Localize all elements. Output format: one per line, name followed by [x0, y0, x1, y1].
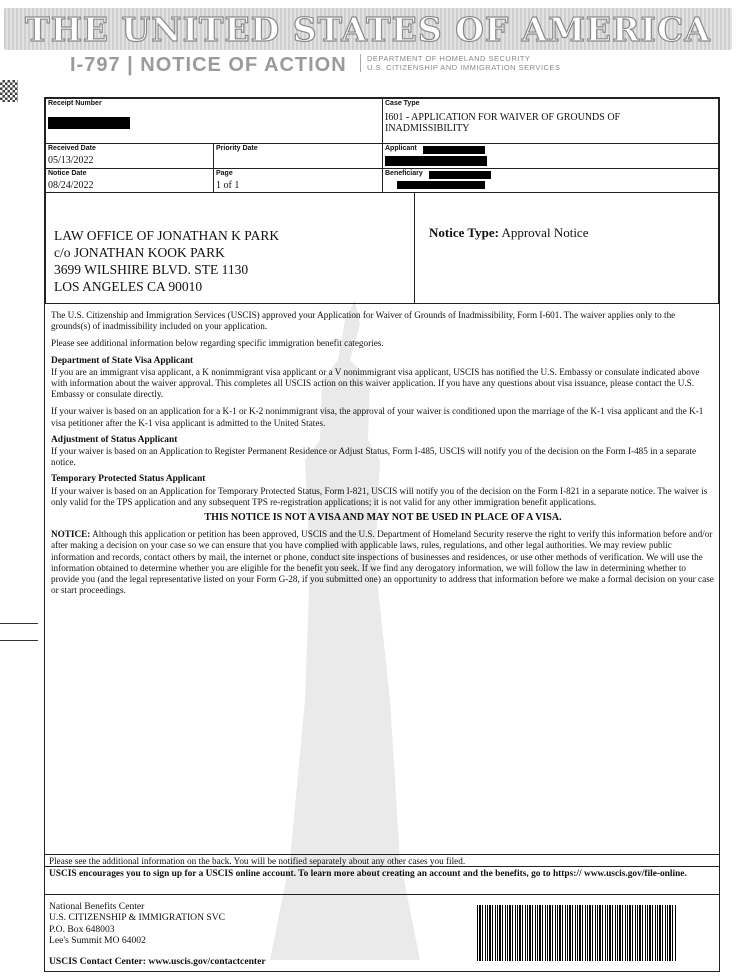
received-date-cell [45, 143, 214, 169]
redacted-beneficiary [397, 181, 485, 189]
not-a-visa-notice: THIS NOTICE IS NOT A VISA AND MAY NOT BE USED IN PLACE OF A VISA. [204, 512, 562, 524]
header-banner [4, 8, 732, 50]
received-date-value: 05/13/2022 [48, 155, 94, 166]
verification-notice [51, 529, 715, 596]
address-line-4: LOS ANGELES CA 90010 [54, 279, 203, 294]
margin-line [0, 640, 38, 641]
address-line-3: 3699 WILSHIRE BLVD. STE 1130 [54, 262, 249, 277]
adjustment-paragraph: If your waiver is based on an Application to Register Permanent Residence or Adjust Status, Form I-485, USCIS will notify you of the decision on the Form I-485 in a separate notice. [51, 446, 697, 468]
notice-body [51, 310, 715, 602]
receipt-number-cell [45, 98, 383, 144]
banner-title: THE UNITED STATES OF AMERICA [25, 10, 711, 49]
notice-form [44, 97, 720, 972]
address-line-1: LAW OFFICE OF JONATHAN K PARK [54, 228, 280, 243]
notice-type-cell [414, 192, 719, 304]
section-heading-adjustment: Adjustment of Status Applicant [51, 434, 178, 445]
mailing-address [54, 227, 279, 295]
department-block [360, 54, 560, 72]
redacted-applicant [423, 146, 485, 154]
applicant-cell [382, 143, 719, 169]
qr-code-icon [0, 80, 18, 102]
return-address-block [45, 894, 719, 972]
return-line-1: National Benefits Center [49, 901, 145, 912]
receipt-number-label: Receipt Number [48, 100, 102, 107]
page-value: 1 of 1 [216, 180, 240, 191]
beneficiary-cell [382, 168, 719, 193]
case-type-cell [382, 98, 719, 144]
applicant-label: Applicant [385, 145, 417, 152]
notice-type-value: Approval Notice [501, 225, 589, 240]
see-back-line: Please see the additional information on the back. You will be notified separately about any other cases you filed. [45, 854, 719, 866]
beneficiary-label: Beneficiary [385, 170, 423, 177]
case-type-label: Case Type [385, 100, 420, 107]
return-address [49, 901, 225, 947]
return-line-4: Lee's Summit MO 64002 [49, 935, 146, 947]
department-line-2: U.S. CITIZENSHIP AND IMMIGRATION SERVICES [367, 63, 561, 72]
k1-paragraph: If your waiver is based on an application for a K-1 or K-2 nonimmigrant visa, the approval of your waiver is conditioned upon the marriage of the K-1 visa applicant and the K-1 visa petitioner after the K-1 visa applicant is admitted to the United States. [51, 406, 704, 428]
notice-text: Although this application or petition has been approved, USCIS and the U.S. Department of Homeland Security reserve the right to verify this information before and/or after making a decision on your case so we can ensure that you have complied with applicable laws, rules, regulations, and other legal authorities. We may review public information and records, contact others by mail, the internet or phone, conduct site inspections of businesses and residences, or use other methods of verification. We will use the information obtained to determine whether you are eligible for the benefit you seek. If we find any derogatory information, we will follow the law in determining whether to provide you (and the legal representative listed on your Form G-28, if you submitted one) an opportunity to address that information before we make a formal decision on your case or start proceedings. [51, 529, 714, 596]
notice-date-cell [45, 168, 214, 193]
margin-line [0, 623, 38, 624]
notice-date-label: Notice Date [48, 170, 87, 177]
barcode-icon [477, 905, 677, 961]
return-line-2: U.S. CITIZENSHIP & IMMIGRATION SVC [49, 912, 226, 924]
department-line-1: DEPARTMENT OF HOMELAND SECURITY [367, 54, 531, 63]
form-title: I-797 | NOTICE OF ACTION [70, 54, 347, 76]
priority-date-label: Priority Date [216, 145, 258, 152]
contact-center: USCIS Contact Center: www.uscis.gov/contactcenter [49, 956, 266, 967]
notice-type-label: Notice Type: [429, 225, 499, 240]
notice-type [429, 225, 588, 241]
mailing-address-cell [45, 192, 415, 304]
case-type-value: I601 - APPLICATION FOR WAIVER OF GROUNDS OF INADMISSIBILITY [385, 112, 621, 134]
address-line-2: c/o JONATHAN KOOK PARK [54, 245, 225, 260]
online-account-line: USCIS encourages you to sign up for a USCIS online account. To learn more about creating an account and the benefits, go to https:// www.uscis.gov/file-online. [45, 866, 719, 894]
section-heading-state: Department of State Visa Applicant [51, 355, 194, 366]
state-paragraph: If you are an immigrant visa applicant, a K nonimmigrant visa applicant or a V nonimmigrant visa applicant, USCIS has notified the U.S. Embassy or consulate indicated above with information about the waiver approval. This completes all USCIS action on this waiver application. If you have any questions about visa issuance, please contact the U.S. Embassy or consulate directly. [51, 366, 700, 400]
tps-paragraph: If your waiver is based on an Application for Temporary Protected Status, Form I-821, USCIS will notify you of the decision on the Form I-821 in a separate notice. The waiver is only valid for the TPS application and any subsequent TPS re-registration applications; it is not valid for any other immigration benefit applications. [51, 485, 708, 507]
page-label: Page [216, 170, 233, 177]
notice-label: NOTICE: [51, 529, 91, 540]
page-cell [213, 168, 383, 193]
notice-date-value: 08/24/2022 [48, 180, 94, 191]
received-date-label: Received Date [48, 145, 96, 152]
redacted-applicant [385, 156, 487, 166]
return-line-3: P.O. Box 648003 [49, 923, 115, 935]
approval-paragraph: The U.S. Citizenship and Immigration Services (USCIS) approved your Application for Waiver of Grounds of Inadmissibility, Form I-601. The waiver applies only to the grounds(s) of inadmissibility included on your application. [51, 310, 676, 332]
info-paragraph: Please see additional information below regarding specific immigration benefit categories. [51, 338, 384, 349]
section-heading-tps: Temporary Protected Status Applicant [51, 474, 206, 485]
priority-date-cell [213, 143, 383, 169]
redacted-beneficiary [429, 171, 491, 179]
redacted-receipt-number [48, 117, 130, 129]
